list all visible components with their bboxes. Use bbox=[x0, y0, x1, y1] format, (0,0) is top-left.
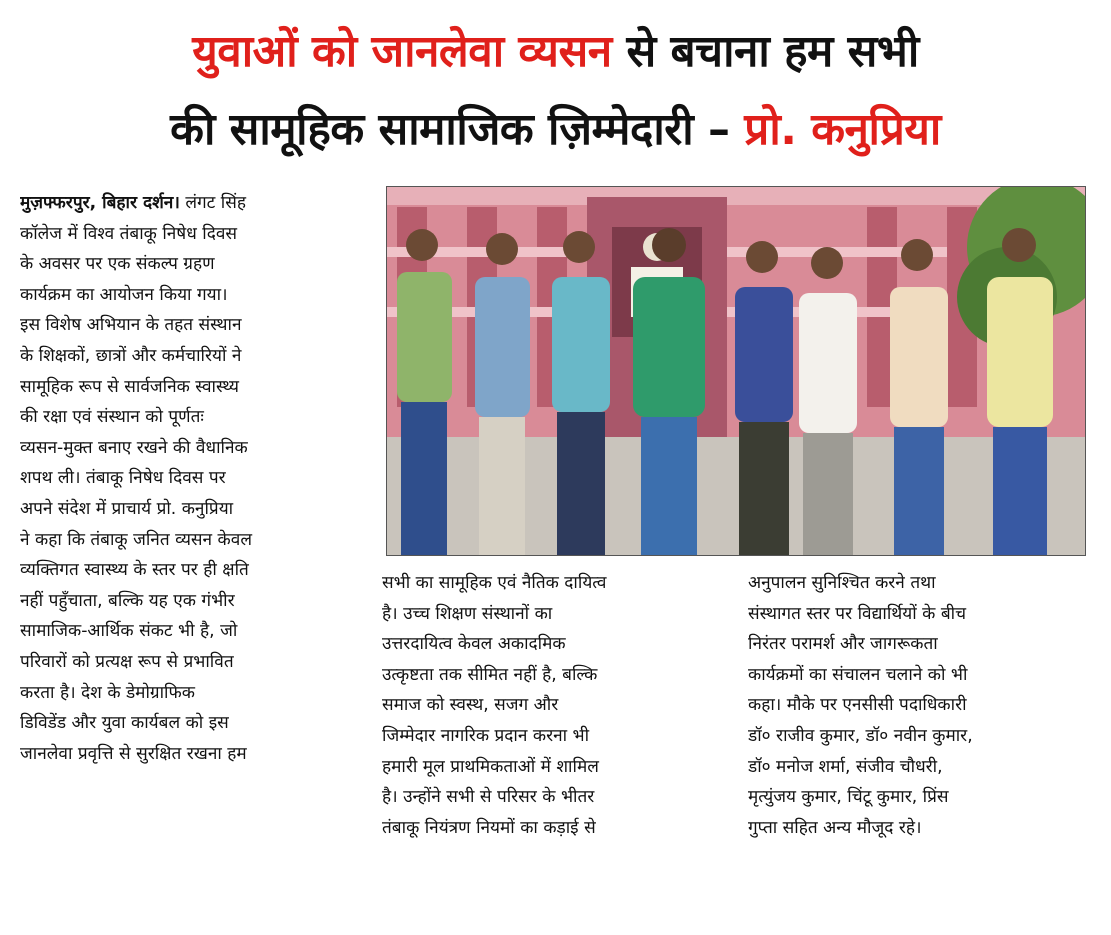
article-line: कहा। मौके पर एनसीसी पदाधिकारी bbox=[748, 695, 967, 716]
article-line: संस्थागत स्तर पर विद्यार्थियों के बीच bbox=[748, 603, 967, 624]
article-line: सभी का सामूहिक एवं नैतिक दायित्व bbox=[382, 573, 607, 593]
news-photo bbox=[386, 186, 1086, 556]
article-line: अनुपालन सुनिश्चित करने तथा bbox=[748, 573, 936, 593]
article-line: जानलेवा प्रवृत्ति से सुरक्षित रखना हम bbox=[20, 743, 247, 764]
headline-red-part: युवाओं को जानलेवा व्यसन bbox=[192, 26, 612, 77]
article-line: है। उन्होंने सभी से परिसर के भीतर bbox=[382, 787, 595, 808]
article-line: इस विशेष अभियान के तहत संस्थान bbox=[20, 315, 242, 336]
article-line bbox=[20, 188, 366, 219]
article-line: सामाजिक-आर्थिक संकट भी है, जो bbox=[20, 621, 238, 642]
article-line: मृत्युंजय कुमार, चिंटू कुमार, प्रिंस bbox=[748, 787, 949, 808]
article-line: गुप्ता सहित अन्य मौजूद रहे। bbox=[748, 817, 922, 838]
article-line: व्यसन-मुक्त बनाए रखने की वैधानिक bbox=[20, 437, 248, 458]
article-line: डॉ० मनोज शर्मा, संजीव चौधरी, bbox=[748, 756, 943, 777]
article-column-3 bbox=[748, 568, 1090, 843]
article-line: ने कहा कि तंबाकू जनित व्यसन केवल bbox=[20, 529, 252, 550]
headline-black-part: से बचाना हम सभी bbox=[611, 26, 919, 77]
article-line: डॉ० राजीव कुमार, डॉ० नवीन कुमार, bbox=[748, 725, 973, 746]
article-line: कॉलेज में विश्व तंबाकू निषेध दिवस bbox=[20, 223, 238, 244]
group-oath-photo bbox=[387, 187, 1085, 555]
article-line: उत्कृष्टता तक सीमित नहीं है, बल्कि bbox=[382, 664, 598, 685]
article-line: सामूहिक रूप से सार्वजनिक स्वास्थ्य bbox=[20, 376, 239, 397]
article-line: परिवारों को प्रत्यक्ष रूप से प्रभावित bbox=[20, 651, 234, 672]
headline-red-part: प्रो. कनुप्रिया bbox=[744, 104, 941, 155]
article-line: अपने संदेश में प्राचार्य प्रो. कनुप्रिया bbox=[20, 498, 234, 519]
headline-black-part: की सामूहिक सामाजिक ज़िम्मेदारी – bbox=[170, 104, 745, 155]
article-text: लंगट सिंह bbox=[179, 193, 246, 213]
article-line: डिविडेंड और युवा कार्यबल को इस bbox=[20, 713, 229, 734]
article-line: कार्यक्रमों का संचालन चलाने को भी bbox=[748, 664, 968, 685]
article-line: नहीं पहुँचाता, बल्कि यह एक गंभीर bbox=[20, 590, 235, 611]
article-line: कार्यक्रम का आयोजन किया गया। bbox=[20, 284, 228, 305]
article-line: तंबाकू नियंत्रण नियमों का कड़ाई से bbox=[382, 817, 596, 838]
article-line: व्यक्तिगत स्वास्थ्य के स्तर पर ही क्षति bbox=[20, 560, 249, 581]
article-line: हमारी मूल प्राथमिकताओं में शामिल bbox=[382, 756, 599, 777]
article-column-2 bbox=[382, 568, 722, 843]
article-line: करता है। देश के डेमोग्राफिक bbox=[20, 682, 195, 703]
article-line: के शिक्षकों, छात्रों और कर्मचारियों ने bbox=[20, 345, 242, 366]
headline-line-2 bbox=[0, 100, 1111, 160]
article-column-1 bbox=[20, 188, 366, 769]
dateline: मुज़फ्फरपुर, बिहार दर्शन। bbox=[20, 193, 180, 213]
article-line: जिम्मेदार नागरिक प्रदान करना भी bbox=[382, 725, 590, 746]
article-line: की रक्षा एवं संस्थान को पूर्णतः bbox=[20, 407, 204, 428]
article-line: है। उच्च शिक्षण संस्थानों का bbox=[382, 603, 553, 624]
article-line: उत्तरदायित्व केवल अकादमिक bbox=[382, 634, 566, 655]
headline-line-1 bbox=[0, 22, 1111, 82]
article-line: निरंतर परामर्श और जागरूकता bbox=[748, 634, 938, 655]
article-line: समाज को स्वस्थ, सजग और bbox=[382, 695, 559, 716]
article-line: शपथ ली। तंबाकू निषेध दिवस पर bbox=[20, 468, 226, 489]
article-line: के अवसर पर एक संकल्प ग्रहण bbox=[20, 254, 215, 275]
